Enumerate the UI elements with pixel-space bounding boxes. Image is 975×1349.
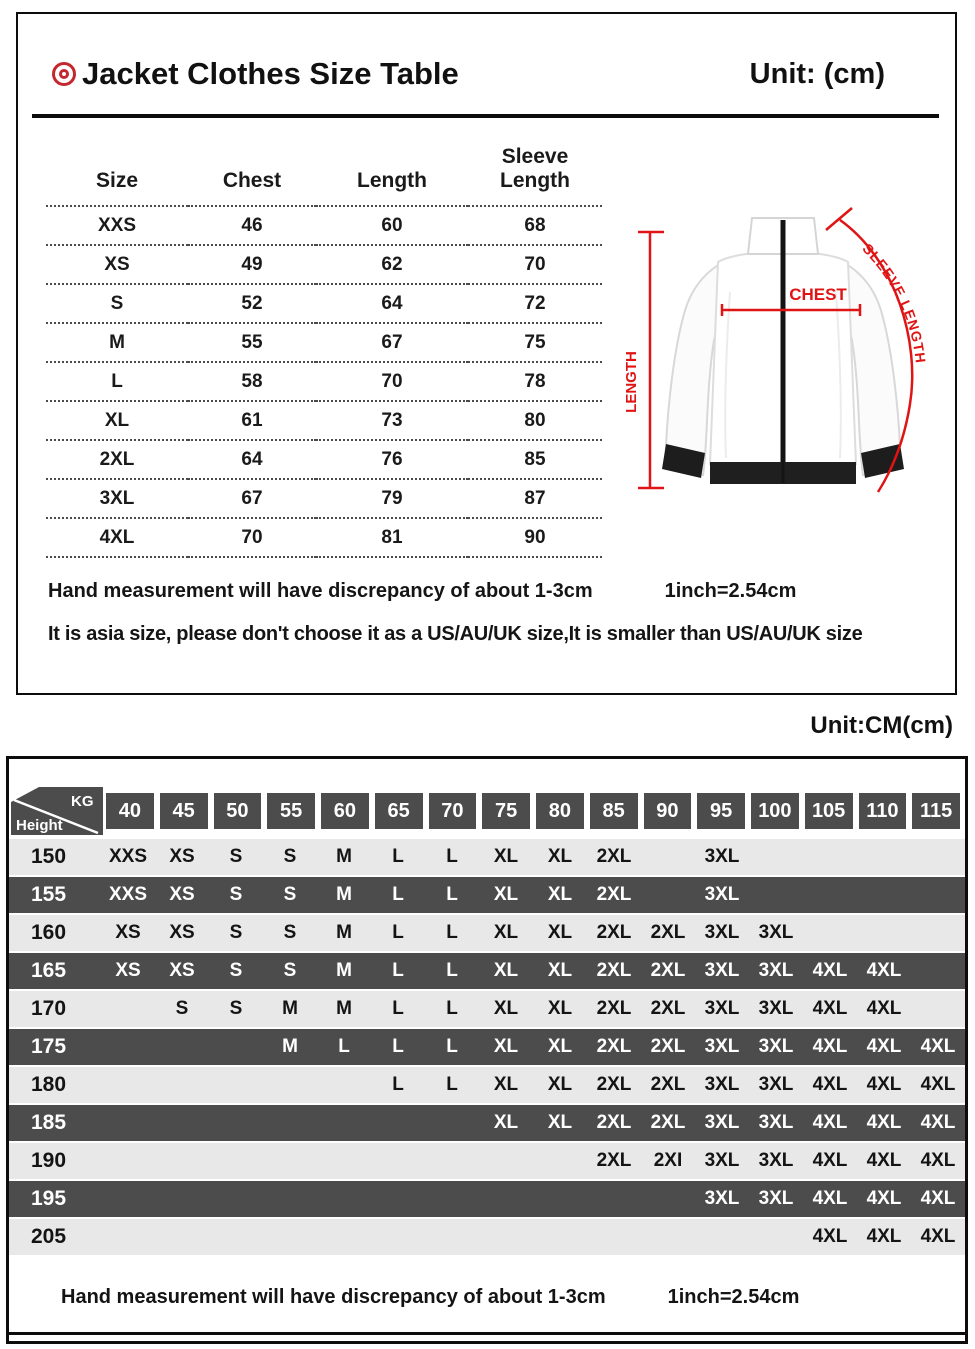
size-value-cell: 3XL (758, 922, 794, 943)
size-value-cell: M (336, 846, 352, 867)
weight-header-cell (157, 787, 211, 840)
size-value-cell: XS (115, 922, 141, 943)
size-value-cell: XL (493, 1074, 519, 1095)
size-value-cell: L (446, 998, 458, 1019)
height-label-cell: 195 (31, 1187, 67, 1210)
size-value-cell: L (446, 846, 458, 867)
measurement-cell: 87 (468, 479, 602, 518)
size-value-cell: XL (493, 884, 519, 905)
unit-label-top: Unit: (cm) (749, 57, 885, 90)
size-value-cell: S (229, 922, 243, 943)
size-label-cell: S (46, 284, 188, 323)
size-value-cell: L (392, 922, 404, 943)
length-label: LENGTH (623, 351, 640, 413)
size-table-row (46, 284, 602, 323)
size-value-cell: XL (547, 884, 573, 905)
size-table-row (46, 206, 602, 245)
size-label-cell: 4XL (46, 518, 188, 557)
size-value-cell: XS (169, 846, 195, 867)
measurement-cell: 73 (316, 401, 468, 440)
size-value-cell: 4XL (920, 1188, 956, 1209)
weight-header-cell (479, 787, 533, 840)
size-value-cell: XL (493, 1036, 519, 1057)
size-table-row (46, 518, 602, 557)
measurement-cell: 62 (316, 245, 468, 284)
size-value-cell: S (229, 884, 243, 905)
size-value-cell: XS (169, 922, 195, 943)
height-label-cell: 190 (31, 1149, 67, 1172)
matrix-row (9, 839, 965, 875)
weight-header-value: 50 (214, 793, 262, 829)
size-value-cell: 4XL (920, 1112, 956, 1133)
height-label-cell: 155 (31, 883, 67, 906)
jacket-illustration (618, 192, 953, 532)
size-table-row (46, 401, 602, 440)
height-corner-label: Height (16, 817, 63, 834)
size-table-header-2: Length (316, 130, 468, 206)
weight-header-cell (533, 787, 587, 840)
size-table-row (46, 362, 602, 401)
weight-header-cell (694, 787, 748, 840)
size-value-cell: 2XL (596, 1036, 632, 1057)
size-label-cell: L (46, 362, 188, 401)
measurement-cell: 61 (188, 401, 316, 440)
measurement-cell: 58 (188, 362, 316, 401)
size-table-header-0: Size (46, 130, 188, 206)
matrix-row (9, 915, 965, 951)
height-label-cell: 205 (31, 1225, 67, 1248)
size-value-cell: 2XL (596, 1074, 632, 1095)
matrix-rows (9, 839, 965, 1255)
measurement-cell: 70 (316, 362, 468, 401)
size-table-row (46, 323, 602, 362)
size-value-cell: 2XL (650, 922, 686, 943)
asia-size-note: It is asia size, please don't choose it as a US/AU/UK size,It is smaller than US/AU/UK size (48, 623, 863, 645)
weight-header-cell (372, 787, 426, 840)
jacket-diagram (618, 192, 953, 532)
chest-label: CHEST (789, 285, 847, 304)
size-value-cell: M (336, 998, 352, 1019)
height-label-cell: 160 (31, 921, 67, 944)
size-value-cell: 3XL (758, 998, 794, 1019)
size-value-cell: 4XL (920, 1226, 956, 1247)
size-value-cell: 3XL (758, 1074, 794, 1095)
height-label-cell: 185 (31, 1111, 67, 1134)
size-value-cell: 4XL (866, 1188, 902, 1209)
weight-header-value: 105 (805, 793, 853, 829)
weight-header-value: 65 (375, 793, 423, 829)
weight-header-cell (587, 787, 641, 840)
title-divider (32, 114, 939, 118)
size-label-cell: XXS (46, 206, 188, 245)
size-value-cell: XL (493, 922, 519, 943)
size-value-cell: 2XL (596, 884, 632, 905)
size-table-row (46, 479, 602, 518)
weight-header-cell (211, 787, 265, 840)
size-value-cell: 4XL (920, 1036, 956, 1057)
kg-corner-label: KG (71, 793, 94, 810)
weight-header-cell (909, 787, 963, 840)
size-value-cell: 4XL (812, 1036, 848, 1057)
size-value-cell: L (392, 1036, 404, 1057)
size-value-cell: 3XL (704, 922, 740, 943)
size-value-cell: XS (169, 960, 195, 981)
size-value-cell: 4XL (866, 998, 902, 1019)
measurement-cell: 52 (188, 284, 316, 323)
weight-header-value: 115 (912, 793, 960, 829)
size-value-cell: 2XL (596, 1112, 632, 1133)
matrix-header-row (11, 787, 963, 835)
size-value-cell: 3XL (704, 1150, 740, 1171)
size-value-cell: XL (493, 846, 519, 867)
size-value-cell: L (392, 846, 404, 867)
size-value-cell: M (282, 1036, 298, 1057)
measurement-cell: 64 (316, 284, 468, 323)
size-value-cell: S (283, 884, 297, 905)
measurement-cell: 80 (468, 401, 602, 440)
height-label-cell: 170 (31, 997, 67, 1020)
matrix-footer (9, 1286, 965, 1309)
size-value-cell: XL (493, 1112, 519, 1133)
measurement-cell: 90 (468, 518, 602, 557)
weight-header-cell (802, 787, 856, 840)
matrix-row (9, 1143, 965, 1179)
size-value-cell: 4XL (866, 1150, 902, 1171)
size-value-cell: 3XL (758, 1150, 794, 1171)
size-value-cell: M (336, 922, 352, 943)
weight-header-cell (318, 787, 372, 840)
size-value-cell: XL (493, 960, 519, 981)
size-value-cell: L (446, 1036, 458, 1057)
size-value-cell: XXS (108, 884, 148, 905)
footer-measurement-note: Hand measurement will have discrepancy of about 1-3cm (61, 1286, 606, 1308)
size-label-cell: XL (46, 401, 188, 440)
size-value-cell: 4XL (812, 1112, 848, 1133)
size-label-cell: XS (46, 245, 188, 284)
weight-header-value: 60 (321, 793, 369, 829)
footer-inch-conversion: 1inch=2.54cm (667, 1286, 800, 1308)
size-value-cell: L (392, 960, 404, 981)
size-value-cell: S (283, 922, 297, 943)
weight-header-value: 70 (429, 793, 477, 829)
size-value-cell: 4XL (866, 1036, 902, 1057)
size-value-cell: L (392, 1074, 404, 1095)
size-value-cell: XL (547, 1112, 573, 1133)
size-value-cell: 3XL (758, 960, 794, 981)
size-value-cell: XL (547, 998, 573, 1019)
size-value-cell: 3XL (758, 1036, 794, 1057)
matrix-row (9, 953, 965, 989)
size-value-cell: M (336, 884, 352, 905)
kg-height-corner-cell (11, 787, 103, 840)
size-value-cell: 4XL (812, 960, 848, 981)
weight-header-cell (103, 787, 157, 840)
size-value-cell: 2XL (596, 960, 632, 981)
size-value-cell: 4XL (866, 1074, 902, 1095)
size-value-cell: S (229, 998, 243, 1019)
matrix-row (9, 1029, 965, 1065)
size-table-row (46, 245, 602, 284)
notes-block (48, 580, 945, 646)
weight-header-cell (426, 787, 480, 840)
size-value-cell: 3XL (704, 1188, 740, 1209)
size-value-cell: S (175, 998, 189, 1019)
size-table (46, 130, 602, 558)
size-value-cell: XS (169, 884, 195, 905)
size-value-cell: XL (547, 922, 573, 943)
height-label-cell: 175 (31, 1035, 67, 1058)
matrix-row (9, 1067, 965, 1103)
note-line-measurement (48, 580, 945, 603)
length-measure-lines (638, 232, 664, 488)
sleeve-length-label: SLEEVE LENGTH (859, 240, 929, 365)
size-value-cell: 3XL (704, 884, 740, 905)
size-table-head-row (46, 130, 602, 206)
size-value-cell: 2XL (650, 1036, 686, 1057)
size-value-cell: 3XL (704, 960, 740, 981)
size-value-cell: S (229, 960, 243, 981)
size-value-cell: 4XL (812, 998, 848, 1019)
size-value-cell: M (282, 998, 298, 1019)
weight-header-cell (264, 787, 318, 840)
size-value-cell: S (283, 846, 297, 867)
size-value-cell: L (446, 922, 458, 943)
measurement-cell: 55 (188, 323, 316, 362)
weight-header-value: 45 (160, 793, 208, 829)
size-value-cell: 2XL (650, 1074, 686, 1095)
matrix-row (9, 1219, 965, 1255)
measurement-cell: 64 (188, 440, 316, 479)
size-value-cell: L (446, 1074, 458, 1095)
size-value-cell: 2XL (596, 922, 632, 943)
size-label-cell: 3XL (46, 479, 188, 518)
size-label-cell: M (46, 323, 188, 362)
size-value-cell: M (336, 960, 352, 981)
size-value-cell: 3XL (758, 1188, 794, 1209)
weight-header-cell (641, 787, 695, 840)
size-value-cell: L (392, 884, 404, 905)
size-value-cell: L (446, 960, 458, 981)
corner-cell-graphic (11, 787, 103, 835)
size-value-cell: L (446, 884, 458, 905)
size-value-cell: 4XL (812, 1150, 848, 1171)
weight-header-value: 55 (267, 793, 315, 829)
title-row (52, 56, 885, 92)
size-table-body (46, 206, 602, 557)
measurement-cell: 85 (468, 440, 602, 479)
size-value-cell: XL (547, 846, 573, 867)
size-value-cell: XS (115, 960, 141, 981)
size-value-cell: 3XL (704, 1112, 740, 1133)
measurement-cell: 72 (468, 284, 602, 323)
size-value-cell: 3XL (704, 846, 740, 867)
size-value-cell: 4XL (812, 1226, 848, 1247)
size-value-cell: S (283, 960, 297, 981)
measurement-cell: 68 (468, 206, 602, 245)
matrix-row (9, 991, 965, 1027)
inch-conversion-note: 1inch=2.54cm (664, 580, 797, 602)
jacket-size-panel (16, 12, 957, 695)
measurement-cell: 78 (468, 362, 602, 401)
size-value-cell: L (338, 1036, 350, 1057)
matrix-row (9, 1181, 965, 1217)
size-value-cell: 4XL (920, 1150, 956, 1171)
size-value-cell: XXS (108, 846, 148, 867)
size-value-cell: 2XI (653, 1150, 683, 1171)
weight-header-value: 40 (106, 793, 154, 829)
weight-header-value: 110 (859, 793, 907, 829)
size-value-cell: 3XL (704, 998, 740, 1019)
size-value-cell: 2XL (650, 1112, 686, 1133)
height-weight-matrix (6, 756, 968, 1344)
height-label-cell: 165 (31, 959, 67, 982)
weight-header-cell (748, 787, 802, 840)
size-table-row (46, 440, 602, 479)
measurement-note: Hand measurement will have discrepancy of about 1-3cm (48, 580, 593, 602)
unit-label-bottom: Unit:CM(cm) (810, 712, 953, 739)
size-value-cell: 2XL (650, 960, 686, 981)
size-table-header-1: Chest (188, 130, 316, 206)
size-value-cell: 3XL (704, 1074, 740, 1095)
measurement-cell: 79 (316, 479, 468, 518)
weight-header-value: 75 (482, 793, 530, 829)
weight-header-value: 100 (751, 793, 799, 829)
size-value-cell: 2XL (596, 1150, 632, 1171)
height-label-cell: 150 (31, 845, 67, 868)
measurement-cell: 75 (468, 323, 602, 362)
page-title: Jacket Clothes Size Table (82, 56, 459, 91)
size-value-cell: XL (493, 998, 519, 1019)
size-value-cell: XL (547, 960, 573, 981)
measurement-cell: 49 (188, 245, 316, 284)
size-value-cell: XL (547, 1036, 573, 1057)
weight-header-value: 90 (644, 793, 692, 829)
size-value-cell: S (229, 846, 243, 867)
matrix-row (9, 1105, 965, 1141)
measurement-cell: 81 (316, 518, 468, 557)
size-label-cell: 2XL (46, 440, 188, 479)
weight-header-value: 85 (590, 793, 638, 829)
weight-header-cell (856, 787, 910, 840)
size-value-cell: 4XL (866, 1112, 902, 1133)
measurement-cell: 76 (316, 440, 468, 479)
measurement-cell: 67 (316, 323, 468, 362)
size-value-cell: 2XL (596, 998, 632, 1019)
size-value-cell: 4XL (866, 960, 902, 981)
double-ring-icon (52, 62, 76, 86)
measurement-cell: 67 (188, 479, 316, 518)
height-label-cell: 180 (31, 1073, 67, 1096)
matrix-row (9, 877, 965, 913)
weight-header-value: 80 (536, 793, 584, 829)
size-value-cell: L (392, 998, 404, 1019)
measurement-cell: 60 (316, 206, 468, 245)
size-value-cell: 3XL (758, 1112, 794, 1133)
size-table-header-3: Sleeve Length (468, 130, 602, 206)
measurement-cell: 46 (188, 206, 316, 245)
size-value-cell: 4XL (866, 1226, 902, 1247)
measurement-cell: 70 (188, 518, 316, 557)
size-value-cell: 4XL (920, 1074, 956, 1095)
measurement-cell: 70 (468, 245, 602, 284)
size-value-cell: XL (547, 1074, 573, 1095)
weight-header-value: 95 (697, 793, 745, 829)
footer-divider (9, 1332, 965, 1335)
size-value-cell: 2XL (650, 998, 686, 1019)
size-value-cell: 2XL (596, 846, 632, 867)
size-value-cell: 4XL (812, 1188, 848, 1209)
size-value-cell: 4XL (812, 1074, 848, 1095)
size-value-cell: 3XL (704, 1036, 740, 1057)
